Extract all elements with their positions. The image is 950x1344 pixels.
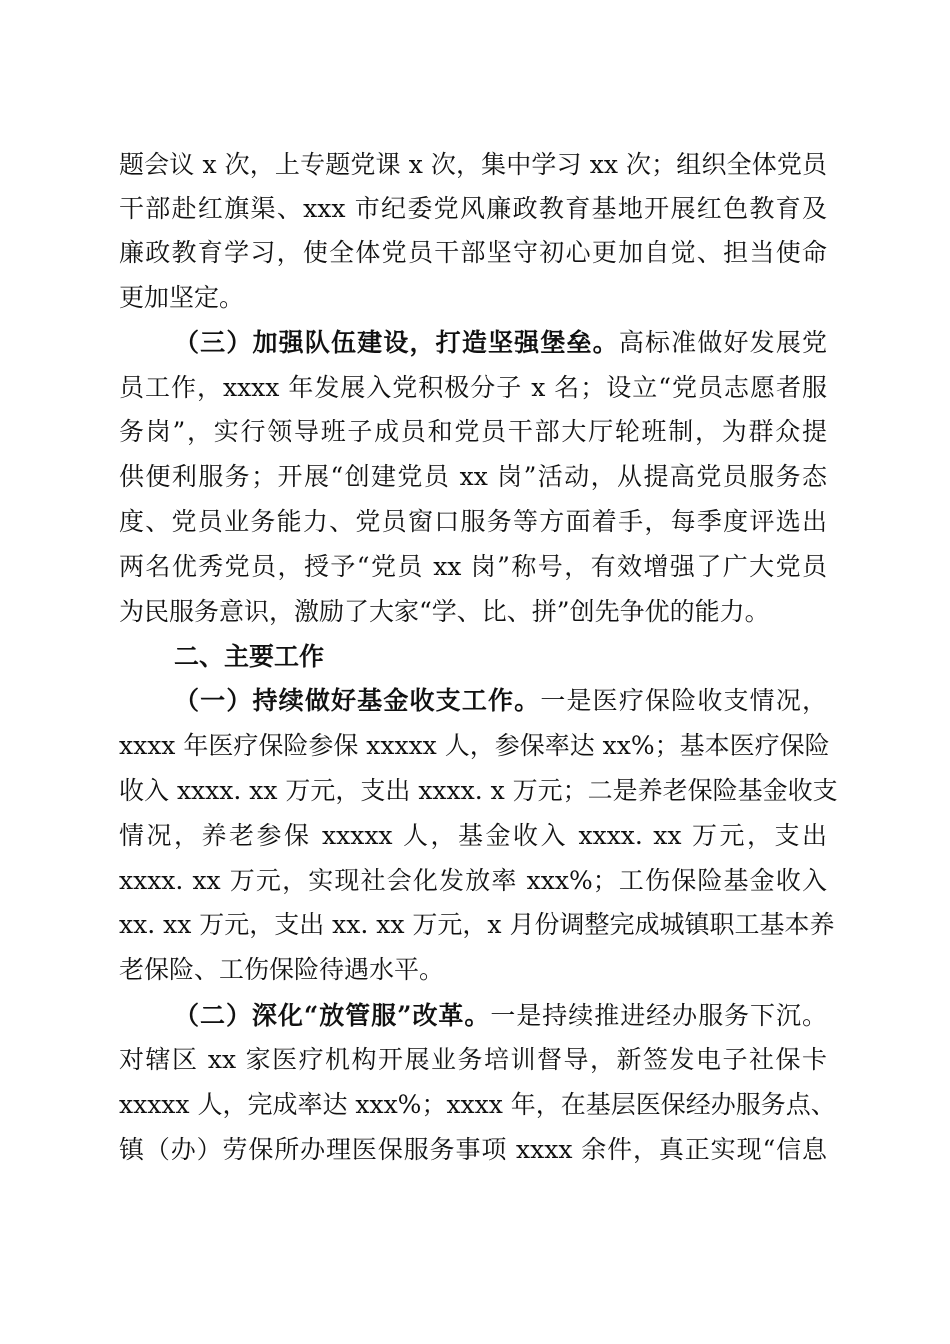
- text-line: [119, 993, 827, 1038]
- text-line: xxxx. xx 万元，实现社会化发放率 xxx%；工伤保险基金收入: [119, 866, 827, 895]
- paragraph-heading: （三）加强队伍建设，打造坚强堡垒。: [174, 328, 619, 357]
- text-line: 题会议 x 次，上专题党课 x 次，集中学习 xx 次；组织全体党员: [119, 150, 827, 179]
- paragraph-heading-rest: 一是持续推进经办服务下沉。: [490, 1001, 827, 1030]
- text-line: 两名优秀党员，授予“党员 xx 岗”称号，有效增强了广大党员: [119, 552, 827, 581]
- paragraph-service-reform: [119, 993, 836, 1172]
- text-line: 务岗”，实行领导班子成员和党员干部大厅轮班制，为群众提: [119, 417, 827, 446]
- paragraph-fund-income: [119, 679, 838, 993]
- text-line: 供便利服务；开展“创建党员 xx 岗”活动，从提高党员服务态: [119, 462, 827, 491]
- text-line: 员工作，xxxx 年发展入党积极分子 x 名；设立“党员志愿者服: [119, 373, 827, 402]
- text-line: 为民服务意识，激励了大家“学、比、拼”创先争优的能力。: [119, 597, 770, 626]
- text-line: [119, 679, 827, 723]
- text-line: 廉政教育学习，使全体党员干部坚守初心更加自觉、担当使命: [119, 238, 827, 267]
- section-heading-main-work: [119, 634, 827, 679]
- text-line: xxxxx 人，完成率达 xxx%；xxxx 年，在基层医保经办服务点、: [119, 1090, 836, 1119]
- text-line: 度、党员业务能力、党员窗口服务等方面着手，每季度评选出: [119, 507, 827, 536]
- text-line: 更加坚定。: [119, 283, 245, 312]
- text-line: 干部赴红旗渠、xxx 市纪委党风廉政教育基地开展红色教育及: [119, 194, 827, 223]
- text-line: [119, 320, 827, 365]
- document-body: [119, 143, 838, 1172]
- text-line: 镇（办）劳保所办理医保服务事项 xxxx 余件，真正实现“信息: [119, 1135, 827, 1164]
- text-line: xx. xx 万元，支出 xx. xx 万元，x 月份调整完成城镇职工基本养: [119, 910, 835, 939]
- text-line: 对辖区 xx 家医疗机构开展业务培训督导，新签发电子社保卡: [119, 1045, 827, 1074]
- text-line: xxxx 年医疗保险参保 xxxxx 人，参保率达 xx%；基本医疗保险: [119, 731, 830, 760]
- section-title: 二、主要工作: [174, 642, 325, 671]
- paragraph-party-study: [119, 143, 827, 320]
- paragraph-team-building: [119, 320, 827, 634]
- paragraph-heading-rest: 高标准做好发展党: [618, 328, 827, 357]
- text-line: 收入 xxxx. xx 万元，支出 xxxx. x 万元；二是养老保险基金收支: [119, 776, 838, 805]
- paragraph-heading-rest: 一是医疗保险收支情况，: [540, 686, 827, 715]
- paragraph-heading: （二）深化“放管服”改革。: [174, 1001, 491, 1030]
- text-line: 情况，养老参保 xxxxx 人，基金收入 xxxx. xx 万元，支出: [119, 821, 827, 850]
- text-line: 老保险、工伤保险待遇水平。: [119, 955, 445, 984]
- paragraph-heading: （一）持续做好基金收支工作。: [174, 686, 541, 715]
